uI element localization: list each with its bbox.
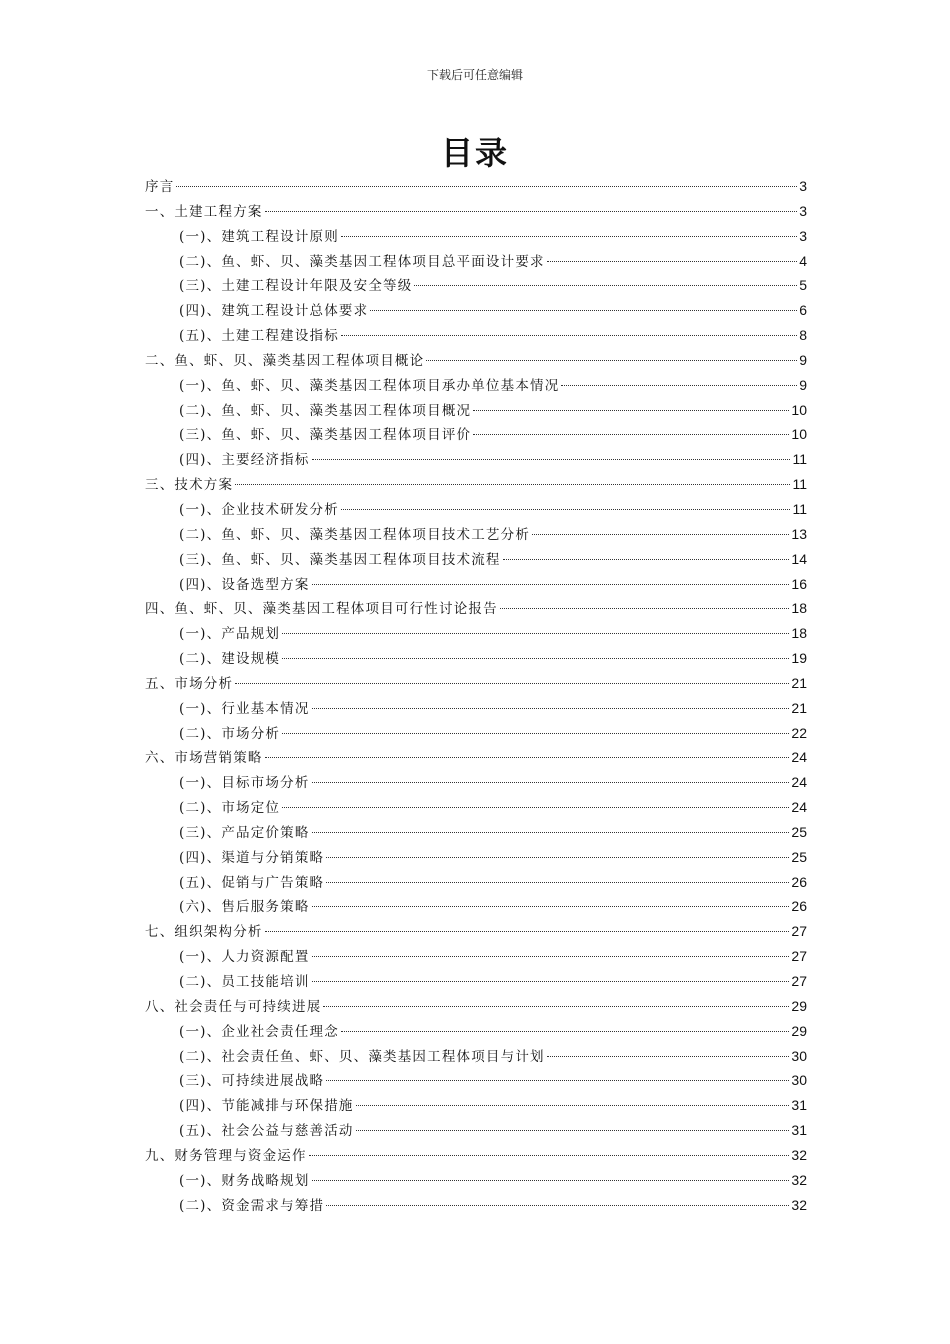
toc-entry[interactable] xyxy=(145,994,807,1019)
toc-dot-leader xyxy=(426,360,797,361)
toc-entry[interactable] xyxy=(145,447,807,472)
toc-entry[interactable] xyxy=(145,845,807,870)
toc-entry[interactable] xyxy=(145,671,807,696)
toc-entry[interactable] xyxy=(145,745,807,770)
toc-entry-page: 26 xyxy=(791,898,807,915)
toc-entry-page: 32 xyxy=(791,1196,807,1213)
toc-dot-leader xyxy=(312,459,791,460)
toc-dot-leader xyxy=(282,658,789,659)
toc-entry[interactable] xyxy=(145,646,807,671)
toc-entry[interactable] xyxy=(145,919,807,944)
toc-entry-page: 26 xyxy=(791,873,807,890)
page-title: 目录 xyxy=(440,134,509,172)
toc-entry-title: (一)、企业技术研发分析 xyxy=(179,501,339,518)
toc-entry[interactable] xyxy=(145,572,807,597)
toc-dot-leader xyxy=(503,559,790,560)
toc-entry-title: 序言 xyxy=(145,179,175,195)
toc-dot-leader xyxy=(282,807,789,808)
toc-dot-leader xyxy=(326,882,789,883)
toc-entry-title: 五、市场分析 xyxy=(145,675,234,692)
toc-entry-page: 3 xyxy=(799,178,807,194)
toc-entry-title: 二、鱼、虾、贝、藻类基因工程体项目概论 xyxy=(145,352,425,369)
toc-entry-title: (一)、鱼、虾、贝、藻类基因工程体项目承办单位基本情况 xyxy=(179,377,560,394)
toc-dot-leader xyxy=(341,1031,789,1032)
toc-dot-leader xyxy=(235,484,790,485)
toc-entry-page: 22 xyxy=(791,724,807,741)
toc-entry-page: 21 xyxy=(791,699,807,716)
toc-dot-leader xyxy=(312,956,790,957)
toc-entry-title: (二)、社会责任鱼、虾、贝、藻类基因工程体项目与计划 xyxy=(179,1048,545,1065)
toc-entry-title: (四)、节能减排与环保措施 xyxy=(179,1098,354,1115)
toc-entry-page: 31 xyxy=(791,1097,807,1114)
toc-entry[interactable] xyxy=(145,298,807,323)
toc-entry-page: 29 xyxy=(791,997,807,1014)
toc-dot-leader xyxy=(312,584,790,585)
toc-entry-title: (二)、鱼、虾、贝、藻类基因工程体项目概况 xyxy=(179,402,472,419)
toc-entry-title: (四)、设备选型方案 xyxy=(179,576,310,593)
toc-entry-page: 24 xyxy=(791,774,807,791)
toc-entry[interactable] xyxy=(145,1143,807,1168)
toc-entry[interactable] xyxy=(145,199,807,224)
toc-entry-page: 11 xyxy=(792,476,807,493)
toc-entry-title: 三、技术方案 xyxy=(145,477,234,494)
toc-dot-leader xyxy=(265,757,790,758)
toc-entry-title: (一)、企业社会责任理念 xyxy=(179,1023,339,1040)
toc-entry-title: (二)、市场分析 xyxy=(179,725,281,742)
toc-entry-page: 3 xyxy=(799,202,807,219)
toc-entry-page: 4 xyxy=(799,252,807,269)
toc-dot-leader xyxy=(547,1056,790,1057)
toc-dot-leader xyxy=(473,410,789,411)
toc-entry-title: (一)、建筑工程设计原则 xyxy=(179,228,339,245)
toc-entry-title: (五)、土建工程建设指标 xyxy=(179,328,339,345)
toc-entry[interactable] xyxy=(145,373,807,398)
toc-entry[interactable] xyxy=(145,870,807,895)
toc-entry-title: (二)、市场定位 xyxy=(179,800,281,817)
toc-entry[interactable] xyxy=(145,323,807,348)
toc-entry[interactable] xyxy=(145,696,807,721)
toc-entry[interactable] xyxy=(145,398,807,423)
toc-entry[interactable] xyxy=(145,944,807,969)
toc-entry-title: (五)、社会公益与慈善活动 xyxy=(179,1123,354,1140)
toc-entry[interactable] xyxy=(145,969,807,994)
toc-dot-leader xyxy=(341,509,791,510)
toc-dot-leader xyxy=(312,906,790,907)
table-of-contents xyxy=(145,174,807,1217)
toc-entry-page: 30 xyxy=(791,1072,807,1089)
toc-entry-page: 32 xyxy=(791,1171,807,1188)
toc-entry[interactable] xyxy=(145,249,807,274)
toc-dot-leader xyxy=(309,1155,790,1156)
toc-entry-page: 9 xyxy=(799,351,807,368)
toc-entry[interactable] xyxy=(145,497,807,522)
toc-dot-leader xyxy=(356,1105,790,1106)
toc-dot-leader xyxy=(414,285,797,286)
toc-entry[interactable] xyxy=(145,224,807,249)
toc-dot-leader xyxy=(312,782,790,783)
toc-dot-leader xyxy=(265,931,790,932)
toc-entry[interactable] xyxy=(145,1093,807,1118)
toc-entry[interactable] xyxy=(145,795,807,820)
toc-entry[interactable] xyxy=(145,596,807,621)
toc-entry-page: 9 xyxy=(799,376,807,393)
toc-entry-page: 32 xyxy=(791,1146,807,1163)
toc-entry-title: (六)、售后服务策略 xyxy=(179,899,310,916)
toc-entry[interactable] xyxy=(145,1068,807,1093)
toc-entry-title: (三)、土建工程设计年限及安全等级 xyxy=(179,278,413,295)
toc-entry-title: (二)、建设规模 xyxy=(179,651,281,668)
toc-entry-title: (二)、员工技能培训 xyxy=(179,974,310,990)
toc-dot-leader xyxy=(312,832,790,833)
toc-entry-title: (二)、资金需求与筹措 xyxy=(179,1197,325,1214)
toc-dot-leader xyxy=(326,1205,789,1206)
toc-dot-leader xyxy=(326,857,789,858)
toc-entry-page: 6 xyxy=(799,302,807,319)
toc-entry-page: 8 xyxy=(799,327,807,344)
toc-entry-page: 19 xyxy=(791,650,807,667)
toc-entry-title: (三)、可持续进展战略 xyxy=(179,1073,325,1090)
toc-entry[interactable] xyxy=(145,1168,807,1193)
toc-entry-page: 24 xyxy=(791,749,807,766)
toc-entry-page: 11 xyxy=(792,451,807,468)
toc-entry-title: 一、土建工程方案 xyxy=(145,203,263,220)
toc-dot-leader xyxy=(282,733,789,734)
toc-entry-page: 31 xyxy=(791,1122,807,1139)
toc-entry-title: (五)、促销与广告策略 xyxy=(179,874,325,891)
toc-entry-title: (四)、渠道与分销策略 xyxy=(179,849,325,866)
toc-dot-leader xyxy=(341,335,797,336)
toc-entry[interactable] xyxy=(145,894,807,919)
toc-entry-page: 30 xyxy=(791,1047,807,1064)
toc-entry[interactable] xyxy=(145,820,807,845)
toc-entry-title: (一)、财务战略规划 xyxy=(179,1172,310,1189)
toc-entry-page: 18 xyxy=(791,625,807,642)
toc-dot-leader xyxy=(547,261,797,262)
toc-entry-title: 四、鱼、虾、贝、藻类基因工程体项目可行性讨论报告 xyxy=(145,601,498,618)
toc-entry-page: 27 xyxy=(791,948,807,965)
toc-dot-leader xyxy=(312,981,790,982)
toc-entry-page: 5 xyxy=(799,277,807,294)
toc-dot-leader xyxy=(312,708,790,709)
toc-entry[interactable] xyxy=(145,770,807,795)
toc-entry-title: (四)、建筑工程设计总体要求 xyxy=(179,303,369,320)
toc-entry-title: (一)、人力资源配置 xyxy=(179,949,310,966)
toc-entry[interactable] xyxy=(145,621,807,646)
toc-entry-title: 六、市场营销策略 xyxy=(145,750,263,767)
toc-entry[interactable] xyxy=(145,1118,807,1143)
toc-entry-page: 3 xyxy=(799,227,807,244)
toc-dot-leader xyxy=(282,633,789,634)
toc-dot-leader xyxy=(532,534,789,535)
toc-entry[interactable] xyxy=(145,1193,807,1218)
toc-entry[interactable] xyxy=(145,1044,807,1069)
toc-entry-page: 27 xyxy=(791,923,807,940)
toc-dot-leader xyxy=(312,1180,790,1181)
toc-entry-page: 11 xyxy=(792,500,807,517)
toc-dot-leader xyxy=(235,683,789,684)
toc-entry[interactable] xyxy=(145,522,807,547)
toc-entry-title: (一)、行业基本情况 xyxy=(179,700,310,717)
toc-entry[interactable] xyxy=(145,422,807,447)
toc-dot-leader xyxy=(561,385,797,386)
toc-entry-page: 24 xyxy=(791,799,807,816)
toc-entry[interactable] xyxy=(145,721,807,746)
toc-entry-page: 25 xyxy=(791,848,807,865)
toc-entry-page: 10 xyxy=(791,426,807,443)
toc-entry-title: 七、组织架构分析 xyxy=(145,924,263,941)
toc-dot-leader xyxy=(473,434,789,435)
toc-entry[interactable] xyxy=(145,1019,807,1044)
toc-entry[interactable] xyxy=(145,174,807,199)
toc-entry-title: (四)、主要经济指标 xyxy=(179,452,310,469)
toc-entry[interactable] xyxy=(145,472,807,497)
toc-entry-page: 27 xyxy=(791,973,807,989)
toc-entry-title: (二)、鱼、虾、贝、藻类基因工程体项目技术工艺分析 xyxy=(179,526,531,543)
toc-entry-title: (一)、产品规划 xyxy=(179,626,281,643)
toc-entry-page: 29 xyxy=(791,1022,807,1039)
toc-entry[interactable] xyxy=(145,348,807,373)
toc-entry-page: 10 xyxy=(791,401,807,418)
page-header: 下载后可任意编辑 xyxy=(426,68,523,82)
toc-entry-title: 九、财务管理与资金运作 xyxy=(145,1147,307,1164)
toc-entry[interactable] xyxy=(145,273,807,298)
toc-entry-title: (二)、鱼、虾、贝、藻类基因工程体项目总平面设计要求 xyxy=(179,253,545,270)
toc-entry-title: (一)、目标市场分析 xyxy=(179,775,310,792)
toc-dot-leader xyxy=(341,236,797,237)
toc-entry[interactable] xyxy=(145,547,807,572)
toc-dot-leader xyxy=(356,1130,790,1131)
toc-entry-title: 八、社会责任与可持续进展 xyxy=(145,998,322,1015)
toc-entry-title: (三)、鱼、虾、贝、藻类基因工程体项目评价 xyxy=(179,427,472,444)
toc-entry-title: (三)、产品定价策略 xyxy=(179,824,310,841)
toc-entry-page: 16 xyxy=(791,575,807,592)
toc-entry-page: 13 xyxy=(791,525,807,542)
toc-dot-leader xyxy=(370,310,797,311)
toc-dot-leader xyxy=(326,1080,789,1081)
toc-entry-page: 25 xyxy=(791,823,807,840)
toc-dot-leader xyxy=(500,608,790,609)
toc-entry-page: 18 xyxy=(791,600,807,617)
toc-entry-page: 21 xyxy=(791,674,807,691)
toc-dot-leader xyxy=(265,211,798,212)
toc-dot-leader xyxy=(176,186,797,187)
toc-dot-leader xyxy=(323,1006,789,1007)
toc-entry-title: (三)、鱼、虾、贝、藻类基因工程体项目技术流程 xyxy=(179,551,501,568)
toc-entry-page: 14 xyxy=(791,550,807,567)
